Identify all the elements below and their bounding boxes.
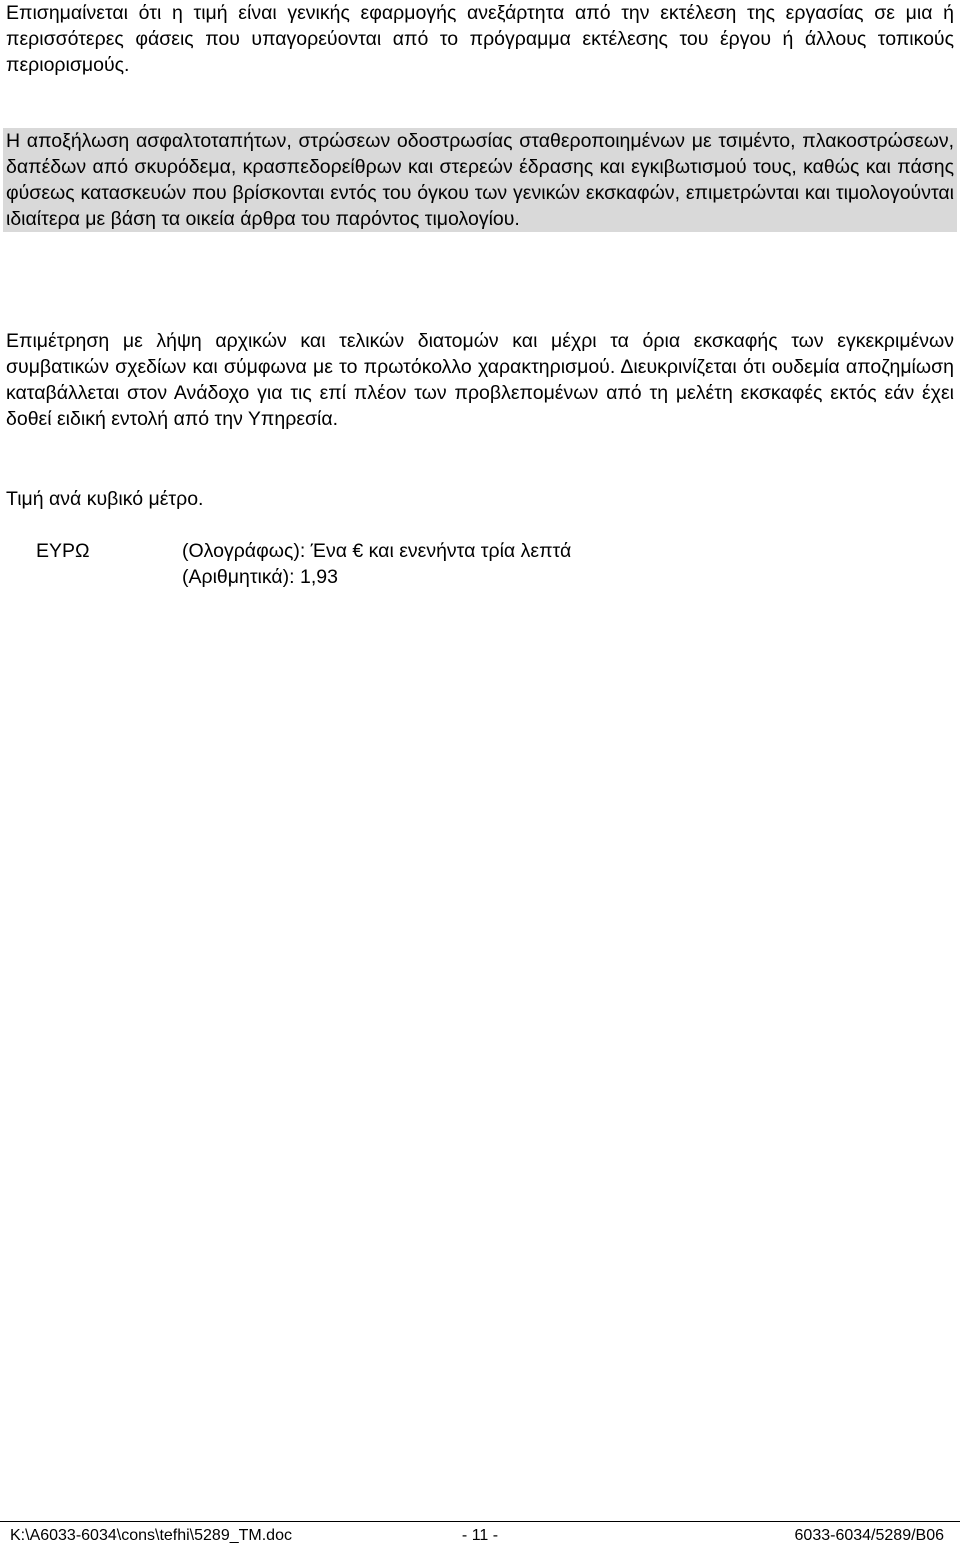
paragraph-demolition-highlighted: Η αποξήλωση ασφαλτοταπήτων, στρώσεων οδοστρωσίας σταθεροποιημένων με τσιμέντο, πλακοστρώσεων, δαπέδων από σκυρόδεμα, κρασπεδορείθρων και στερεών έδρασης και εγκιβωτισμού τους, καθώς και πάσης φύσεως κατασκευών που βρίσκονται εντός του όγκου των γενικών εκσκαφών, επιμετρώνται και τιμολογούνται ιδιαίτερα με βάση τα οικεία άρθρα του παρόντος τιμολογίου. — [3, 128, 957, 232]
amount-in-numbers: (Αριθμητικά): 1,93 — [182, 566, 338, 588]
currency-label: ΕΥΡΩ — [36, 540, 90, 562]
price-unit-label: Τιμή ανά κυβικό μέτρο. — [6, 488, 204, 510]
footer-document-code: 6033-6034/5289/B06 — [794, 1527, 944, 1544]
footer-file-path: K:\A6033-6034\cons\tefhi\5289_TM.doc — [10, 1527, 292, 1544]
paragraph-general-application: Επισημαίνεται ότι η τιμή είναι γενικής εφαρμογής ανεξάρτητα από την εκτέλεση της εργασίας σε μια ή περισσότερες φάσεις που υπαγορεύονται από το πρόγραμμα εκτέλεσης του έργου ή άλλους τοπικούς περιορισμούς. — [6, 2, 954, 76]
paragraph-measurement: Επιμέτρηση με λήψη αρχικών και τελικών διατομών και μέχρι τα όρια εκσκαφής των εγκεκριμένων συμβατικών σχεδίων και σύμφωνα με το πρωτόκολλο χαρακτηρισμού. Διευκρινίζεται ότι ουδεμία αποζημίωση καταβάλλεται στον Ανάδοχο για τις επί πλέον των προβλεπομένων από τη μελέτη εκσκαφές εκτός εάν έχει δοθεί ειδική εντολή από την Υπηρεσία. — [6, 330, 954, 430]
page-footer — [0, 1521, 960, 1550]
amount-in-words: (Ολογράφως): Ένα € και ενενήντα τρία λεπτά — [182, 540, 572, 562]
footer-page-number: - 11 - — [461, 1527, 499, 1544]
